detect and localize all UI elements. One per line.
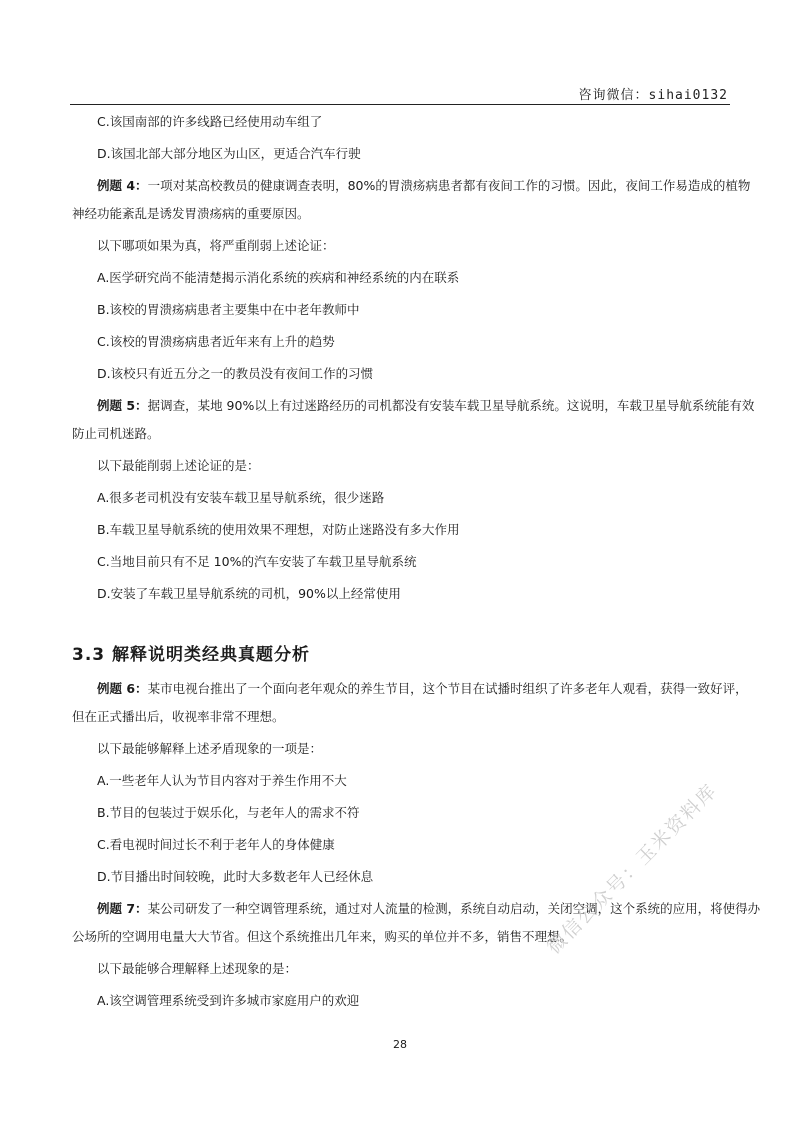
question-line: 以下最能削弱上述论证的是： (97, 458, 260, 473)
option-line: B.该校的胃溃疡病患者主要集中在中老年教师中 (97, 302, 360, 317)
option-line: D.节目播出时间较晚，此时大多数老年人已经休息 (97, 869, 374, 884)
option-line: D.该校只有近五分之一的教员没有夜间工作的习惯 (97, 366, 374, 381)
example-line (97, 177, 751, 195)
question-line: 以下最能够解释上述矛盾现象的一项是： (97, 741, 323, 756)
option-line: A.一些老年人认为节目内容对于养生作用不大 (97, 773, 347, 788)
example-continuation: 防止司机迷路。 (72, 426, 160, 441)
example-label: 例题 6： (97, 681, 148, 696)
section-title: 3.3 解释说明类经典真题分析 (72, 645, 311, 665)
example-text: 据调查，某地 90%以上有过迷路经历的司机都没有安装车载卫星导航系统。这说明，车载卫星导航系统能有效 (147, 398, 755, 413)
example-label: 例题 5： (97, 398, 148, 413)
example-text: 一项对某高校教员的健康调查表明，80%的胃溃疡病患者都有夜间工作的习惯。因此，夜间工作易造成的植物 (147, 178, 751, 193)
option-line: C.看电视时间过长不利于老年人的身体健康 (97, 837, 335, 852)
option-line: D.安装了车载卫星导航系统的司机，90%以上经常使用 (97, 586, 401, 601)
watermark-text: 微信公众号：玉米资料库 (542, 779, 722, 959)
option-line: C.该校的胃溃疡病患者近年来有上升的趋势 (97, 334, 335, 349)
option-line: D.该国北部大部分地区为山区，更适合汽车行驶 (97, 146, 361, 161)
example-continuation: 神经功能紊乱是诱发胃溃疡病的重要原因。 (72, 206, 310, 221)
example-label: 例题 4： (97, 178, 148, 193)
example-continuation: 但在正式播出后，收视率非常不理想。 (72, 709, 285, 724)
header-divider (70, 104, 730, 105)
option-line: A.很多老司机没有安装车载卫星导航系统，很少迷路 (97, 490, 385, 505)
example-continuation: 公场所的空调用电量大大节省。但这个系统推出几年来，购买的单位并不多，销售不理想。 (72, 929, 573, 944)
example-text: 某公司研发了一种空调管理系统，通过对人流量的检测，系统自动启动，关闭空调，这个系统的应用，将使得办 (147, 901, 761, 916)
example-text: 某市电视台推出了一个面向老年观众的养生节目，这个节目在试播时组织了许多老年人观看，获得一致好评， (147, 681, 748, 696)
header-contact: 咨询微信：sihai0132 (578, 88, 728, 103)
page-number: 28 (393, 1038, 407, 1051)
option-line: B.车载卫星导航系统的使用效果不理想，对防止迷路没有多大作用 (97, 522, 460, 537)
example-label: 例题 7： (97, 901, 148, 916)
option-line: A.医学研究尚不能清楚揭示消化系统的疾病和神经系统的内在联系 (97, 270, 460, 285)
example-line (97, 397, 755, 415)
question-line: 以下最能够合理解释上述现象的是： (97, 961, 298, 976)
option-line: A.该空调管理系统受到许多城市家庭用户的欢迎 (97, 993, 360, 1008)
option-line: C.当地目前只有不足 10%的汽车安装了车载卫星导航系统 (97, 554, 417, 569)
example-line (97, 900, 761, 918)
example-line (97, 680, 748, 698)
question-line: 以下哪项如果为真，将严重削弱上述论证： (97, 238, 335, 253)
option-line: C.该国南部的许多线路已经使用动车组了 (97, 114, 323, 129)
option-line: B.节目的包装过于娱乐化，与老年人的需求不符 (97, 805, 360, 820)
